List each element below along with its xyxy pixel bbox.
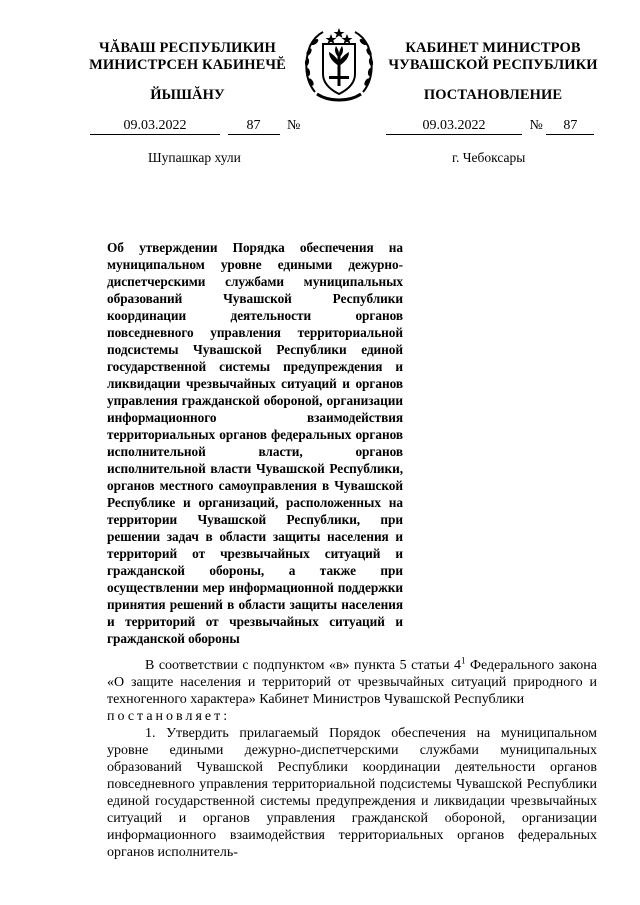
document-title: Об утверждении Порядка обеспечения на муниципальном уровне едиными дежурно-диспетчерскими службами муниципальных образований Чувашской Республики координации деятельности органов повседневного управления территориальной подсистемы Чувашской Республики единой государственной системы предупреждения и ликвидации чрезвычайных ситуаций и органов управления гражданской обороной, организации информационного взаимодействия территориальных органов федеральных органов исполнительной власти, органов исполнительной власти Чувашской Республики, органов местного самоуправления в Чувашской Республике и организаций, расположенных на территории Чувашской Республики, при решении задач в области защиты населения и территорий от чрезвычайных ситуаций и гражданской обороны, а также при осуществлении мер информационной поддержки принятия решений в области защиты населения и территорий от чрезвычайных ситуаций и гражданской обороны [107, 240, 403, 646]
number-right: 87 [546, 118, 594, 135]
header-right-line1: КАБИНЕТ МИНИСТРОВ [405, 40, 581, 56]
paragraph-preamble [107, 657, 597, 708]
article-superscript: 1 [460, 655, 466, 666]
header-right-line2: ЧУВАШСКОЙ РЕСПУБЛИКИ [388, 57, 598, 73]
meta-left-row [90, 118, 310, 135]
date-right: 09.03.2022 [386, 118, 522, 135]
preamble-text-2: Федерального закона «О защите населения и территорий от чрезвычайных ситуаций природного и техногенного характера» Кабинет Министров Чувашской Республики [107, 658, 598, 707]
place-right: г. Чебоксары [452, 150, 526, 165]
meta-right-row [386, 118, 616, 135]
number-sign-left: № [287, 118, 301, 133]
date-left: 09.03.2022 [90, 118, 220, 135]
doc-type-left: ЙЫШĂНУ [150, 87, 225, 103]
header-right [378, 40, 608, 74]
header-left [80, 40, 295, 74]
header-left-line1: ЧĂВАШ РЕСПУБЛИКИН [99, 40, 276, 56]
coat-of-arms-icon [301, 22, 377, 106]
place-left: Шупашкар хули [148, 150, 241, 165]
header-left-line2: МИНИСТРСЕН КАБИНЕЧĔ [89, 57, 286, 73]
number-left: 87 [228, 118, 280, 135]
number-sign-right: № [529, 118, 543, 133]
doc-type-right: ПОСТАНОВЛЕНИЕ [423, 87, 563, 103]
preamble-text-1: В соответствии с подпунктом «в» пункта 5 статьи 4 [145, 658, 461, 673]
document-body [107, 657, 597, 861]
resolves-word: постановляет: [107, 709, 231, 724]
paragraph-item-1: 1. Утвердить прилагаемый Порядок обеспечения на муниципальном уровне едиными дежурно-диспетчерскими службами муниципальных образований Чувашской Республики координации деятельности органов повседневного управления территориальной подсистемы Чувашской Республики единой государственной системы предупреждения и ликвидации чрезвычайных ситуаций и органов управления гражданской обороной, организации информационного взаимодействия территориальных органов федеральных органов исполнитель- [107, 726, 597, 860]
